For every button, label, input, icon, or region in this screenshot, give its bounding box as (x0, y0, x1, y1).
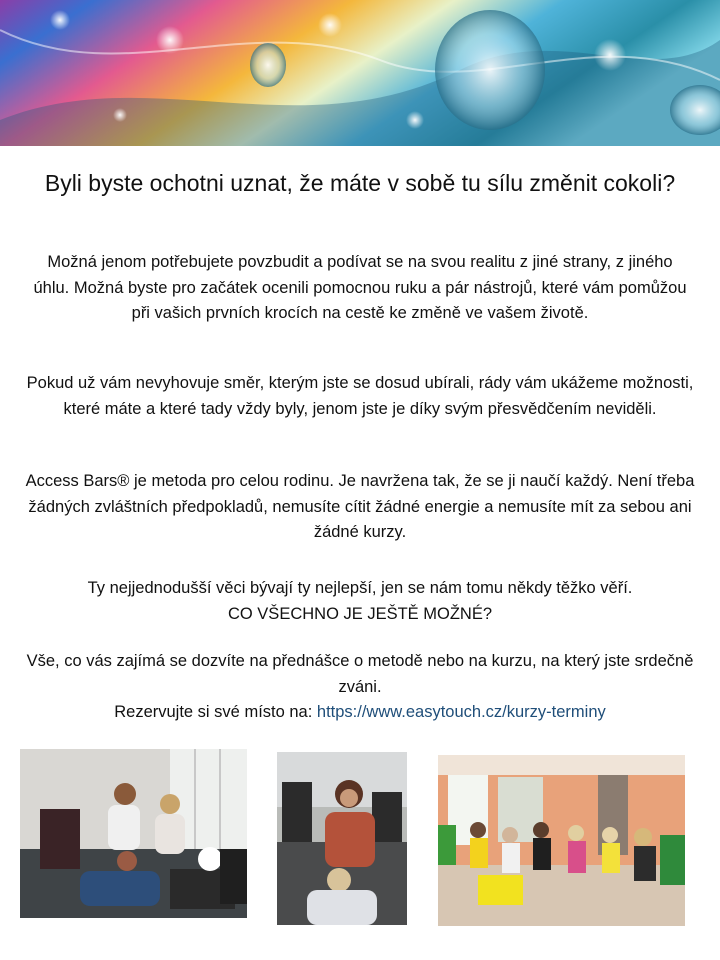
possibility-question: CO VŠECHNO JE JEŠTĚ MOŽNÉ? (227, 604, 493, 623)
simple-things-block (0, 576, 720, 627)
workshop-photo-2 (277, 752, 407, 925)
workshop-photo-3 (438, 755, 685, 926)
banner-image (0, 0, 720, 146)
invitation-text: Vše, co vás zajímá se dozvíte na přednášce o metodě nebo na kurzu, na který jste srdečně zváni. (26, 652, 694, 696)
reservation-prefix: Rezervujte si své místo na: (114, 703, 317, 721)
page-title: Byli byste ochotni uznat, že máte v sobě tu sílu změnit cokoli? (44, 170, 676, 196)
intro-paragraph: Možná jenom potřebujete povzbudit a podívat se na svou realitu z jiné strany, z jiného úhlu. Možná byste pro začátek ocenili pomocnou ruku a pár nástrojů, které vám pomůžou při vašich prvních krocích na cestě ke změně ve vašem životě. (33, 253, 687, 322)
simple-things-text: Ty nejjednodušší věci bývají ty nejlepší, jen se nám tomu někdy těžko věří. (87, 579, 633, 597)
invitation-block (0, 649, 720, 726)
access-bars-paragraph: Access Bars® je metoda pro celou rodinu. Je navržena tak, že se ji naučí každý. Není třeba žádných zvláštních předpokladů, nemusíte cítit žádné energie a nemusíte mít za sebou ani žádné kurzy. (25, 472, 695, 541)
reservation-link[interactable]: https://www.easytouch.cz/kurzy-terminy (316, 703, 606, 721)
reservation-line (0, 700, 720, 726)
direction-paragraph: Pokud už vám nevyhovuje směr, kterým jste se dosud ubírali, rády vám ukážeme možnosti, které máte a které tady vždy byly, jenom jste je díky svým přesvědčením neviděli. (26, 374, 694, 418)
workshop-photo-1 (20, 749, 247, 918)
